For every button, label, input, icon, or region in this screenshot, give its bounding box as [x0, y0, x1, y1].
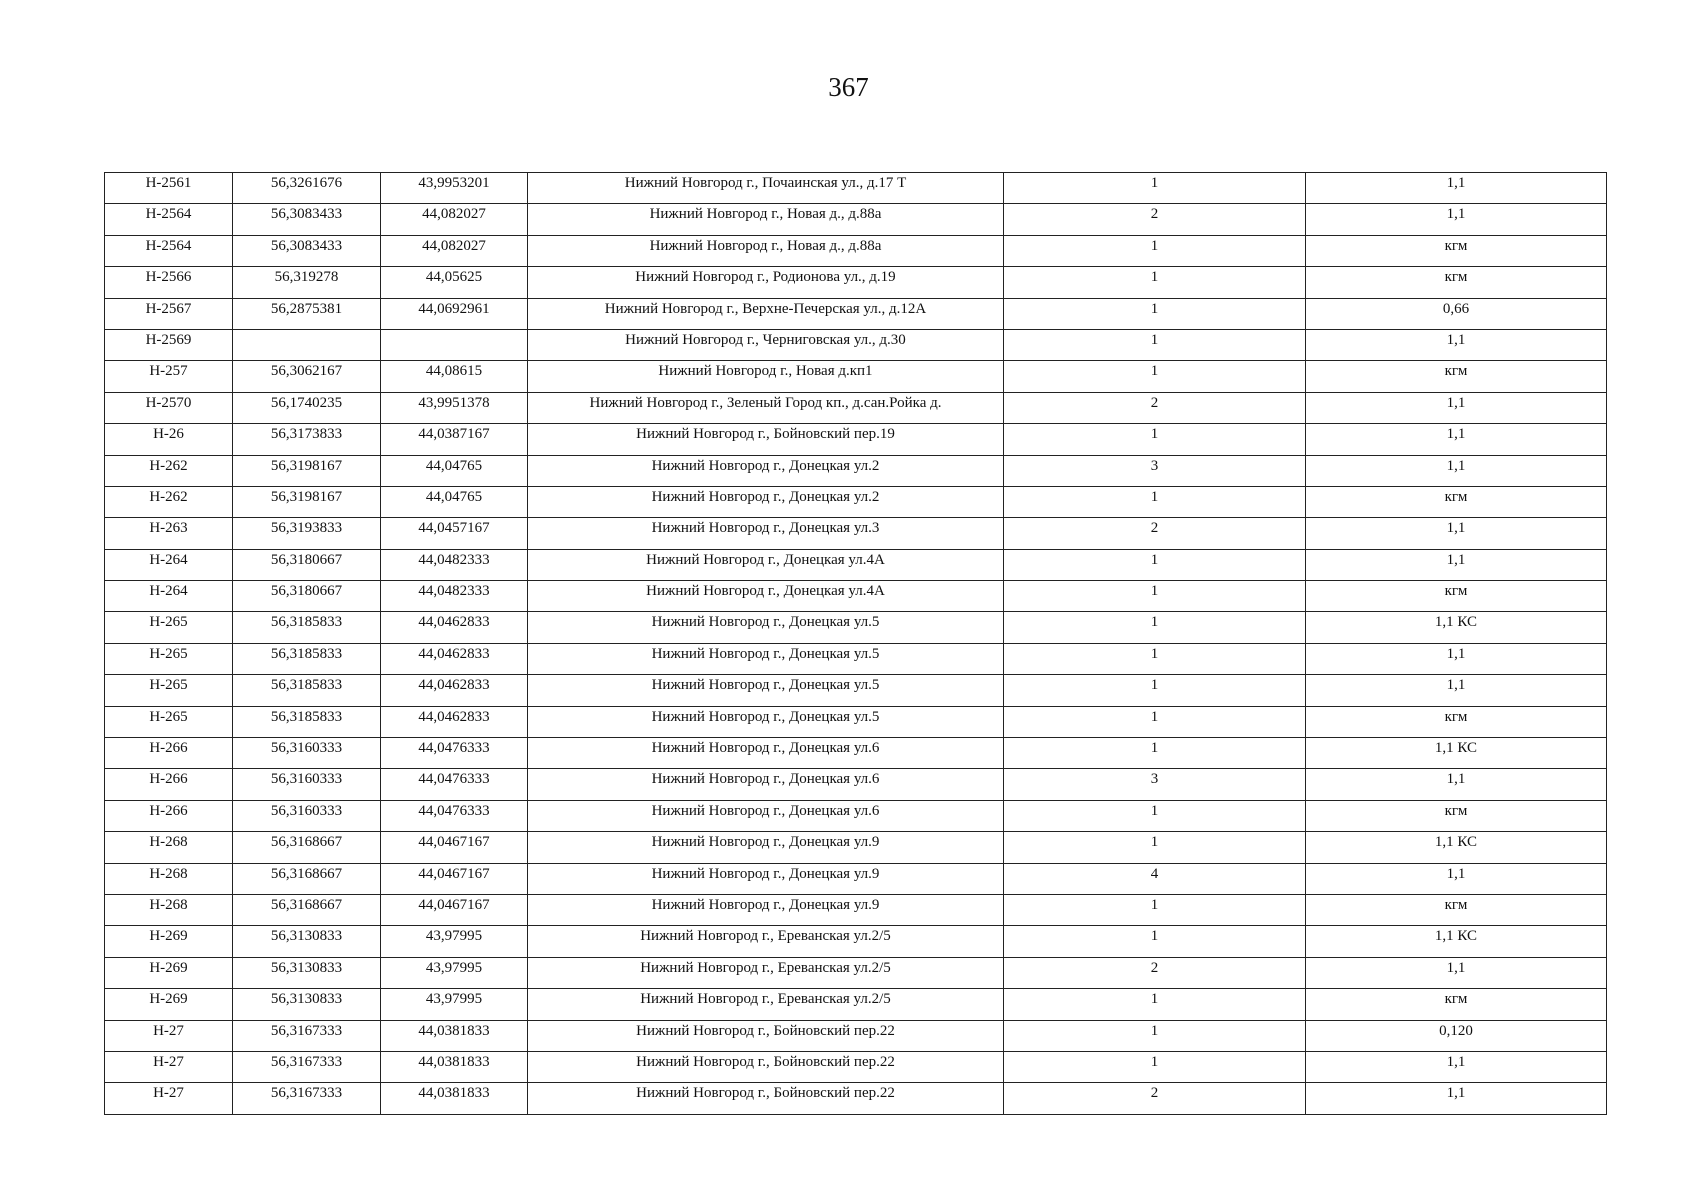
longitude-cell: 44,0381833: [381, 1083, 528, 1114]
container-type-cell: кгм: [1306, 486, 1607, 517]
address-cell: Нижний Новгород г., Донецкая ул.6: [528, 769, 1004, 800]
quantity-cell: 1: [1004, 1051, 1306, 1082]
address-cell: Нижний Новгород г., Бойновский пер.22: [528, 1083, 1004, 1114]
container-type-cell: 1,1: [1306, 173, 1607, 204]
quantity-cell: 1: [1004, 832, 1306, 863]
longitude-cell: 43,97995: [381, 926, 528, 957]
longitude-cell: [381, 329, 528, 360]
latitude-cell: 56,3160333: [233, 769, 381, 800]
quantity-cell: 1: [1004, 486, 1306, 517]
longitude-cell: 44,082027: [381, 204, 528, 235]
container-type-cell: 1,1: [1306, 455, 1607, 486]
latitude-cell: 56,1740235: [233, 392, 381, 423]
quantity-cell: 1: [1004, 298, 1306, 329]
table-row: [105, 581, 1607, 612]
quantity-cell: 2: [1004, 204, 1306, 235]
quantity-cell: 2: [1004, 518, 1306, 549]
latitude-cell: 56,3167333: [233, 1051, 381, 1082]
address-cell: Нижний Новгород г., Ереванская ул.2/5: [528, 989, 1004, 1020]
site-code-cell: Н-265: [105, 612, 233, 643]
container-type-cell: 1,1: [1306, 863, 1607, 894]
site-code-cell: Н-2570: [105, 392, 233, 423]
site-code-cell: Н-2561: [105, 173, 233, 204]
quantity-cell: 1: [1004, 643, 1306, 674]
container-type-cell: 1,1: [1306, 1083, 1607, 1114]
site-code-cell: Н-265: [105, 675, 233, 706]
longitude-cell: 44,0482333: [381, 549, 528, 580]
table-row: [105, 392, 1607, 423]
latitude-cell: 56,3198167: [233, 455, 381, 486]
latitude-cell: 56,3168667: [233, 894, 381, 925]
table-row: [105, 204, 1607, 235]
longitude-cell: 43,97995: [381, 989, 528, 1020]
latitude-cell: 56,3261676: [233, 173, 381, 204]
address-cell: Нижний Новгород г., Донецкая ул.4А: [528, 581, 1004, 612]
quantity-cell: 1: [1004, 894, 1306, 925]
site-code-cell: Н-266: [105, 800, 233, 831]
site-code-cell: Н-264: [105, 581, 233, 612]
quantity-cell: 1: [1004, 235, 1306, 266]
latitude-cell: 56,3168667: [233, 832, 381, 863]
longitude-cell: 44,0692961: [381, 298, 528, 329]
address-cell: Нижний Новгород г., Родионова ул., д.19: [528, 267, 1004, 298]
latitude-cell: 56,3173833: [233, 424, 381, 455]
table-row: [105, 989, 1607, 1020]
longitude-cell: 44,0387167: [381, 424, 528, 455]
site-code-cell: Н-266: [105, 738, 233, 769]
container-type-cell: 0,120: [1306, 1020, 1607, 1051]
address-cell: Нижний Новгород г., Донецкая ул.5: [528, 643, 1004, 674]
latitude-cell: [233, 329, 381, 360]
table-row: [105, 643, 1607, 674]
container-type-cell: 1,1: [1306, 957, 1607, 988]
table-row: [105, 235, 1607, 266]
container-type-cell: 1,1 КС: [1306, 926, 1607, 957]
latitude-cell: 56,3193833: [233, 518, 381, 549]
longitude-cell: 44,0476333: [381, 800, 528, 831]
container-type-cell: кгм: [1306, 800, 1607, 831]
quantity-cell: 2: [1004, 392, 1306, 423]
quantity-cell: 4: [1004, 863, 1306, 894]
latitude-cell: 56,3185833: [233, 643, 381, 674]
address-cell: Нижний Новгород г., Бойновский пер.22: [528, 1051, 1004, 1082]
longitude-cell: 44,0476333: [381, 769, 528, 800]
address-cell: Нижний Новгород г., Донецкая ул.9: [528, 832, 1004, 863]
address-cell: Нижний Новгород г., Донецкая ул.6: [528, 738, 1004, 769]
longitude-cell: 43,9951378: [381, 392, 528, 423]
container-type-cell: кгм: [1306, 235, 1607, 266]
address-cell: Нижний Новгород г., Донецкая ул.5: [528, 675, 1004, 706]
address-cell: Нижний Новгород г., Донецкая ул.5: [528, 706, 1004, 737]
container-type-cell: 1,1: [1306, 1051, 1607, 1082]
site-code-cell: Н-2567: [105, 298, 233, 329]
container-type-cell: 1,1: [1306, 769, 1607, 800]
container-type-cell: 1,1: [1306, 329, 1607, 360]
table-row: [105, 706, 1607, 737]
latitude-cell: 56,3167333: [233, 1020, 381, 1051]
site-code-cell: Н-268: [105, 832, 233, 863]
quantity-cell: 1: [1004, 738, 1306, 769]
quantity-cell: 1: [1004, 267, 1306, 298]
latitude-cell: 56,3180667: [233, 549, 381, 580]
latitude-cell: 56,3160333: [233, 738, 381, 769]
site-code-cell: Н-262: [105, 455, 233, 486]
site-code-cell: Н-265: [105, 643, 233, 674]
site-code-cell: Н-262: [105, 486, 233, 517]
address-cell: Нижний Новгород г., Донецкая ул.6: [528, 800, 1004, 831]
container-type-cell: кгм: [1306, 361, 1607, 392]
address-cell: Нижний Новгород г., Ереванская ул.2/5: [528, 926, 1004, 957]
site-code-cell: Н-2569: [105, 329, 233, 360]
site-code-cell: Н-269: [105, 989, 233, 1020]
latitude-cell: 56,3198167: [233, 486, 381, 517]
address-cell: Нижний Новгород г., Новая д.кп1: [528, 361, 1004, 392]
latitude-cell: 56,3062167: [233, 361, 381, 392]
table-row: [105, 863, 1607, 894]
address-cell: Нижний Новгород г., Донецкая ул.4А: [528, 549, 1004, 580]
table-row: [105, 424, 1607, 455]
container-type-cell: 1,1: [1306, 643, 1607, 674]
latitude-cell: 56,3185833: [233, 612, 381, 643]
latitude-cell: 56,3130833: [233, 989, 381, 1020]
site-code-cell: Н-268: [105, 894, 233, 925]
site-code-cell: Н-26: [105, 424, 233, 455]
container-type-cell: кгм: [1306, 989, 1607, 1020]
latitude-cell: 56,319278: [233, 267, 381, 298]
site-code-cell: Н-27: [105, 1083, 233, 1114]
table-row: [105, 329, 1607, 360]
quantity-cell: 1: [1004, 800, 1306, 831]
quantity-cell: 1: [1004, 675, 1306, 706]
container-type-cell: 1,1 КС: [1306, 738, 1607, 769]
address-cell: Нижний Новгород г., Ереванская ул.2/5: [528, 957, 1004, 988]
longitude-cell: 43,97995: [381, 957, 528, 988]
site-code-cell: Н-268: [105, 863, 233, 894]
site-code-cell: Н-269: [105, 957, 233, 988]
quantity-cell: 1: [1004, 329, 1306, 360]
address-cell: Нижний Новгород г., Новая д., д.88а: [528, 235, 1004, 266]
table-row: [105, 1083, 1607, 1114]
table-row: [105, 926, 1607, 957]
table-row: [105, 1051, 1607, 1082]
container-type-cell: кгм: [1306, 706, 1607, 737]
site-code-cell: Н-265: [105, 706, 233, 737]
table-row: [105, 173, 1607, 204]
longitude-cell: 44,04765: [381, 455, 528, 486]
container-type-cell: кгм: [1306, 267, 1607, 298]
page-number: 367: [828, 72, 869, 102]
table-row: [105, 486, 1607, 517]
longitude-cell: 44,05625: [381, 267, 528, 298]
table-row: [105, 769, 1607, 800]
container-sites-table: [104, 172, 1607, 1115]
latitude-cell: 56,3083433: [233, 204, 381, 235]
quantity-cell: 1: [1004, 1020, 1306, 1051]
site-code-cell: Н-2564: [105, 235, 233, 266]
quantity-cell: 3: [1004, 769, 1306, 800]
address-cell: Нижний Новгород г., Донецкая ул.2: [528, 486, 1004, 517]
longitude-cell: 44,082027: [381, 235, 528, 266]
site-code-cell: Н-27: [105, 1051, 233, 1082]
container-type-cell: 1,1: [1306, 424, 1607, 455]
table-row: [105, 675, 1607, 706]
table-row: [105, 1020, 1607, 1051]
site-code-cell: Н-269: [105, 926, 233, 957]
quantity-cell: 2: [1004, 1083, 1306, 1114]
latitude-cell: 56,3168667: [233, 863, 381, 894]
site-code-cell: Н-257: [105, 361, 233, 392]
quantity-cell: 1: [1004, 581, 1306, 612]
latitude-cell: 56,3083433: [233, 235, 381, 266]
latitude-cell: 56,3185833: [233, 675, 381, 706]
address-cell: Нижний Новгород г., Зеленый Город кп., д.сан.Ройка д.: [528, 392, 1004, 423]
container-type-cell: 1,1: [1306, 549, 1607, 580]
table-row: [105, 800, 1607, 831]
container-type-cell: кгм: [1306, 894, 1607, 925]
site-code-cell: Н-264: [105, 549, 233, 580]
table-row: [105, 455, 1607, 486]
address-cell: Нижний Новгород г., Почаинская ул., д.17 Т: [528, 173, 1004, 204]
longitude-cell: 44,0467167: [381, 894, 528, 925]
quantity-cell: 1: [1004, 612, 1306, 643]
container-type-cell: 0,66: [1306, 298, 1607, 329]
address-cell: Нижний Новгород г., Донецкая ул.3: [528, 518, 1004, 549]
quantity-cell: 1: [1004, 989, 1306, 1020]
address-cell: Нижний Новгород г., Донецкая ул.2: [528, 455, 1004, 486]
site-code-cell: Н-263: [105, 518, 233, 549]
container-type-cell: 1,1: [1306, 392, 1607, 423]
site-code-cell: Н-2564: [105, 204, 233, 235]
table-row: [105, 894, 1607, 925]
latitude-cell: 56,3130833: [233, 957, 381, 988]
longitude-cell: 43,9953201: [381, 173, 528, 204]
container-type-cell: 1,1: [1306, 675, 1607, 706]
table-row: [105, 298, 1607, 329]
table-row: [105, 267, 1607, 298]
address-cell: Нижний Новгород г., Верхне-Печерская ул., д.12А: [528, 298, 1004, 329]
container-type-cell: 1,1 КС: [1306, 612, 1607, 643]
address-cell: Нижний Новгород г., Донецкая ул.9: [528, 894, 1004, 925]
table-row: [105, 518, 1607, 549]
latitude-cell: 56,3160333: [233, 800, 381, 831]
container-type-cell: кгм: [1306, 581, 1607, 612]
longitude-cell: 44,0457167: [381, 518, 528, 549]
address-cell: Нижний Новгород г., Донецкая ул.5: [528, 612, 1004, 643]
longitude-cell: 44,0462833: [381, 612, 528, 643]
container-type-cell: 1,1 КС: [1306, 832, 1607, 863]
longitude-cell: 44,0462833: [381, 675, 528, 706]
address-cell: Нижний Новгород г., Новая д., д.88а: [528, 204, 1004, 235]
quantity-cell: 1: [1004, 706, 1306, 737]
table-row: [105, 612, 1607, 643]
latitude-cell: 56,3180667: [233, 581, 381, 612]
quantity-cell: 1: [1004, 173, 1306, 204]
latitude-cell: 56,2875381: [233, 298, 381, 329]
table-row: [105, 549, 1607, 580]
table-body: [105, 173, 1607, 1115]
quantity-cell: 1: [1004, 926, 1306, 957]
longitude-cell: 44,0381833: [381, 1051, 528, 1082]
longitude-cell: 44,0381833: [381, 1020, 528, 1051]
container-type-cell: 1,1: [1306, 518, 1607, 549]
longitude-cell: 44,04765: [381, 486, 528, 517]
site-code-cell: Н-27: [105, 1020, 233, 1051]
table-row: [105, 832, 1607, 863]
longitude-cell: 44,08615: [381, 361, 528, 392]
quantity-cell: 1: [1004, 424, 1306, 455]
quantity-cell: 3: [1004, 455, 1306, 486]
container-type-cell: 1,1: [1306, 204, 1607, 235]
quantity-cell: 1: [1004, 361, 1306, 392]
latitude-cell: 56,3130833: [233, 926, 381, 957]
address-cell: Нижний Новгород г., Бойновский пер.22: [528, 1020, 1004, 1051]
quantity-cell: 1: [1004, 549, 1306, 580]
quantity-cell: 2: [1004, 957, 1306, 988]
latitude-cell: 56,3185833: [233, 706, 381, 737]
address-cell: Нижний Новгород г., Черниговская ул., д.30: [528, 329, 1004, 360]
table-row: [105, 957, 1607, 988]
longitude-cell: 44,0467167: [381, 832, 528, 863]
site-code-cell: Н-266: [105, 769, 233, 800]
site-code-cell: Н-2566: [105, 267, 233, 298]
longitude-cell: 44,0462833: [381, 706, 528, 737]
longitude-cell: 44,0482333: [381, 581, 528, 612]
table-row: [105, 361, 1607, 392]
address-cell: Нижний Новгород г., Бойновский пер.19: [528, 424, 1004, 455]
address-cell: Нижний Новгород г., Донецкая ул.9: [528, 863, 1004, 894]
table-row: [105, 738, 1607, 769]
longitude-cell: 44,0467167: [381, 863, 528, 894]
longitude-cell: 44,0462833: [381, 643, 528, 674]
longitude-cell: 44,0476333: [381, 738, 528, 769]
latitude-cell: 56,3167333: [233, 1083, 381, 1114]
